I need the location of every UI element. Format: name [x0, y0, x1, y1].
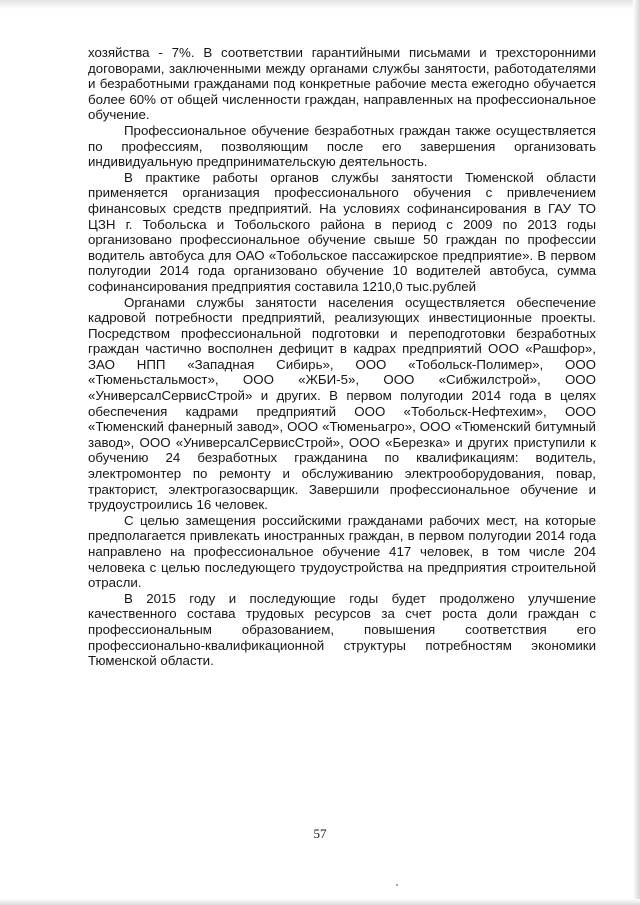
page-number: 57	[313, 826, 327, 841]
paragraph-cofinancing: В практике работы органов службы занятости Тюменской области применяется организация профессионального обучения с привлечением финансовых средств предприятий. На условиях софинансирования в ГАУ ТО ЦЗН г. Тобольска и Тобольского района в период с 2009 по 2013 годы организовано профессиональное обучение свыше 50 граждан по профессии водитель автобуса для ОАО «Тобольское пассажирское предприятие». В первом полугодии 2014 года организовано обучение 10 водителей автобуса, сумма софинансирования предприятия составила 1210,0 тыс.рублей	[88, 169, 596, 294]
paragraph-2015-outlook: В 2015 году и последующие годы будет продолжено улучшение качественного состава трудовых ресурсов за счет роста доли граждан с профессиональным образованием, повышения соответствия его профессионально-квалификационной структуры потребностям экономики Тюменской области.	[88, 590, 596, 669]
scan-top-edge	[0, 0, 640, 9]
paragraph-continued: хозяйства - 7%. В соответствии гарантийными письмами и трехсторонними договорами, заключенными между органами службы занятости, работодателями и безработными гражданами под конкретные рабочие места ежегодно обучается более 60% от общей численности граждан, направленных на профессиональное обучение.	[88, 45, 596, 123]
document-body	[88, 45, 596, 669]
scan-bottom-edge	[0, 899, 640, 905]
paragraph-investment-projects: Органами службы занятости населения осуществляется обеспечение кадровой потребности предприятий, реализующих инвестиционные проекты. Посредством профессиональной подготовки и переподготовки безработных граждан частично восполнен дефицит в кадрах предприятий ООО «Рашфор», ЗАО НПП «Западная Сибирь», ООО «Тобольск-Полимер», ООО «Тюменьстальмост», ООО «ЖБИ-5», ООО «Сибжилстрой», ООО «УниверсалСервисСтрой» и других. В первом полугодии 2014 года в целях обеспечения кадрами предприятий ООО «Тобольск-Нефтехим», ООО «Тюменский фанерный завод», ООО «Тюменьагро», ООО «Тюменский битумный завод», ООО «УниверсалСервисСтрой», ООО «Березка» и других приступили к обучению 24 безработных гражданина по квалификациям: водитель, электромонтер по ремонту и обслуживанию электрооборудования, повар, тракторист, электрогазосварщик. Завершили профессиональное обучение и трудоустроились 16 человек.	[88, 294, 596, 513]
paragraph-foreign-workers-replacement: С целью замещения российскими гражданами рабочих мест, на которые предполагается привлекать иностранных граждан, в первом полугодии 2014 года направлено на профессиональное обучение 417 человек, в том числе 204 человека с целью последующего трудоустройства на предприятия строительной отрасли.	[88, 512, 596, 591]
paragraph-self-employment: Профессиональное обучение безработных граждан также осуществляется по профессиям, позволяющим после его завершения организовать индивидуальную предпринимательскую деятельность.	[88, 122, 596, 170]
scan-speck	[396, 884, 398, 886]
scan-right-edge	[633, 0, 640, 905]
